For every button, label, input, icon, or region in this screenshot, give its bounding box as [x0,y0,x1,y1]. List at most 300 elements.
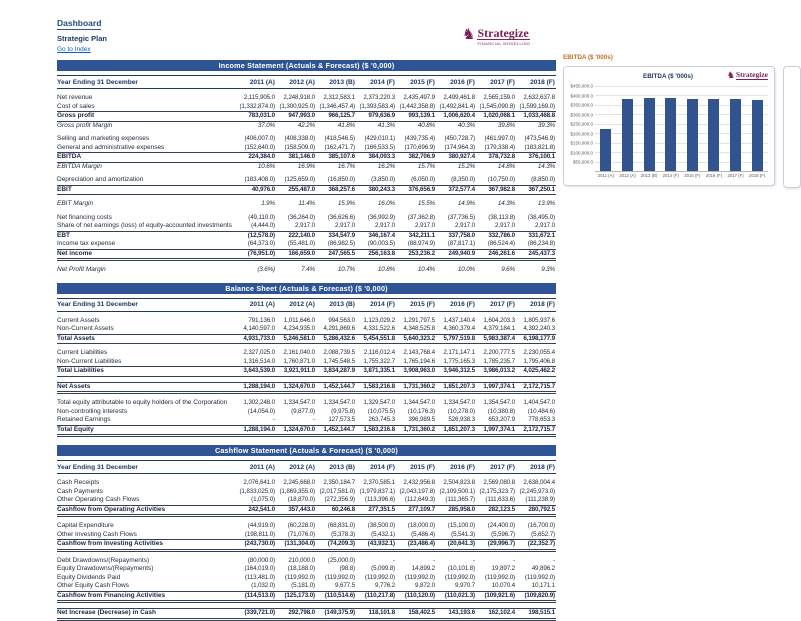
cell-value: (339,721.0) [236,609,276,620]
table-row [57,112,556,122]
cell-value: 1,329,547.0 [363,399,395,407]
cell-value: 2,565,159.0 [483,94,515,102]
y-tick-label: $50,000.0 [572,159,593,165]
year-column-header: 2012 (A) [276,76,316,89]
cell-value: 993,139.1 [396,112,436,122]
x-tick-label: 2014 (F) [662,173,679,178]
cell-value: 2,327,025.0 [243,349,275,357]
y-tick-label: $450,000.0 [570,83,593,89]
year-column-header: 2012 (A) [276,298,316,311]
table-row [57,557,556,566]
cell-value: 1,354,547.0 [483,399,515,407]
table-row [57,266,556,275]
cell-value: (4,444.0) [251,222,275,230]
table-row [57,582,556,591]
cell-value: 2,230,055.4 [523,349,555,357]
cell-value: 15.9% [337,200,355,208]
chart-title: EBITDA ($ '000s) [643,73,693,80]
cell-value: 5,246,581.0 [276,334,316,344]
cell-value: 2,917.0 [535,222,555,230]
cell-value: 10,171.1 [531,582,555,590]
cell-value: 285,958.0 [436,505,476,516]
row-label: EBIT Margin [57,200,94,208]
cell-value: 42.2% [297,121,315,129]
table-row [57,496,556,505]
table-row [57,144,556,153]
cell-value: 1,775,165.3 [443,357,475,365]
cell-value: (119,992.0) [484,573,515,581]
cell-value: (2,109,500.1) [439,487,475,495]
cell-value: 331,672.1 [516,231,556,240]
table-row [57,531,556,540]
cell-value: (1,346,457.4) [319,102,355,110]
cell-value: 1,324,670.0 [276,382,316,393]
cell-value: 292,798.0 [276,609,316,620]
cell-value: 2,172,715.7 [516,425,556,436]
cell-value: 40.8% [417,121,435,129]
cell-value: 41.3% [377,121,395,129]
cell-value: 9.3% [541,266,555,274]
cell-value: (1,869,355.0) [279,487,315,495]
cell-value: (473,546.9) [524,135,555,143]
cell-value: - [273,416,275,424]
cell-value: 118,101.8 [356,609,396,620]
cell-value: 166,659.0 [276,249,316,260]
cell-value: 253,236.2 [396,249,436,260]
year-column-header: 2014 (F) [356,461,396,474]
cell-value: 4,348,525.8 [403,325,435,333]
x-tick-label: 2016 (F) [705,173,723,178]
cell-value: 783,031.0 [236,112,276,122]
cell-value: 1,765,194.6 [403,357,435,365]
strategic-plan-link[interactable]: Strategic Plan [57,34,108,43]
cell-value: 40,976.0 [236,185,276,195]
cell-value: (38,495.0) [527,213,555,221]
cell-value: 1,404,547.0 [523,399,555,407]
balance-sheet-section [57,283,556,438]
cell-value: 9,872.0 [415,582,435,590]
cell-value: 39.8% [497,121,515,129]
cell-value: (1,075.0) [251,496,275,504]
year-column-header: 2013 (B) [316,76,356,89]
cell-value: 198,515.1 [516,609,556,620]
cell-value: 222,140.0 [276,231,316,240]
cell-value: 5,797,519.8 [436,334,476,344]
cell-value: (10,380.8) [487,407,515,415]
cell-value: (450,728.7) [444,135,475,143]
cell-value: 14.8% [497,162,515,170]
cell-value: 334,547.9 [316,231,356,240]
cell-value: (60,228.0) [287,522,315,530]
cell-value: 653,207.9 [488,416,515,424]
logo-name: Strategize [477,26,529,40]
row-label: Income tax expense [57,240,116,248]
table-row [57,94,556,103]
cell-value: 16.0% [377,200,395,208]
knight-chess-icon: ♞ [462,26,476,43]
cell-value: (149,375.9) [316,609,356,620]
ebitda-bar [665,98,676,171]
cell-value: (90,003.5) [367,240,395,248]
chart-x-axis-labels [595,173,768,178]
year-column-header: 2018 (F) [516,298,556,311]
cell-value: 4,379,184.1 [483,325,515,333]
cell-value: (1,833,025.0) [239,487,275,495]
y-tick-label: $100,000.0 [570,150,593,156]
row-label: Total Assets [57,334,236,344]
cell-value: 357,443.0 [276,505,316,516]
cell-value: 14.3% [497,200,515,208]
row-label: Net Increase (Decrease) in Cash [57,609,236,620]
income-statement-section [57,60,556,275]
table-row [57,121,556,130]
ebitda-chart-card[interactable] [563,66,775,186]
cell-value: 342,211.1 [396,231,436,240]
row-header-label: Year Ending 31 December [57,298,236,311]
cell-value: (5,541.3) [451,530,475,538]
year-column-header: 2017 (F) [476,298,516,311]
cell-value: 1,302,248.0 [243,399,275,407]
cell-value: (418,546.5) [324,135,355,143]
cell-value: (86,524.4) [487,240,515,248]
cell-value: (109,921.6) [476,591,516,602]
cell-value: (8,350.0) [451,176,475,184]
row-label: Debt Drawdowns/(Repayments) [57,556,150,564]
year-column-header: 2011 (A) [236,461,276,474]
cell-value: 224,384.0 [236,153,276,163]
cell-value: (5,596.7) [491,530,515,538]
cell-value: 1,583,216.8 [356,382,396,393]
cell-value: (5,378.3) [331,530,355,538]
cell-value: 1,785,235.7 [483,357,515,365]
cell-value: 2,917.0 [375,222,395,230]
logo-subtitle: FINANCIAL MODELLING [477,41,531,46]
cell-value: 2,143,768.4 [403,349,435,357]
cell-value: 1,288,194.0 [236,425,276,436]
cell-value: (170,696.9) [404,143,435,151]
cell-value: (272,356.9) [324,496,355,504]
cell-value: (5,099.8) [371,565,395,573]
row-label: Cash Payments [57,487,103,495]
ebitda-bar [708,99,719,171]
cell-value: 4,234,935.0 [283,325,315,333]
cell-value: 158,402.5 [396,609,436,620]
cell-value: 3,871,335.1 [356,367,396,377]
cell-value: - [433,556,435,564]
cell-value: 367,982.8 [476,185,516,195]
cell-value: (25,000.0) [327,556,355,564]
cell-value: (5,432.1) [371,530,395,538]
cell-value: (38,113.8) [488,213,515,221]
cell-value: (12,578.0) [236,231,276,240]
cell-value: (10,750.0) [487,176,515,184]
cell-value: (119,992.0) [404,573,435,581]
cell-value: (1,599,169.0) [519,102,555,110]
cell-value: (112,649.3) [404,496,435,504]
cell-value: (1,332,874.0) [239,102,275,110]
dashboard-link[interactable]: Dashboard [57,18,102,28]
year-column-header: 2017 (F) [476,76,516,89]
cell-value: (109,820.9) [516,591,556,602]
year-column-header: 2016 (F) [436,461,476,474]
cell-value: 6,198,177.9 [516,334,556,344]
ebitda-bar [730,99,741,171]
cell-value: 162,102.4 [476,609,516,620]
year-column-header: 2014 (F) [356,76,396,89]
row-label: Net financing costs [57,213,112,221]
cell-value: 13.9% [537,200,555,208]
ebitda-bar [622,99,633,171]
cell-value: 4,331,522.6 [363,325,395,333]
year-column-header: 2014 (F) [356,298,396,311]
cell-value: (37,736.5) [447,213,475,221]
cell-value: (14,054.0) [247,407,275,415]
cell-value: (174,964.3) [444,143,475,151]
cell-value: 10.4% [417,266,435,274]
cell-value: 143,193.6 [436,609,476,620]
cell-value: (1,545,090.8) [479,102,515,110]
row-label: Total equity attributable to equity holders of the Corporation [57,399,228,407]
cell-value: 1,851,207.3 [436,425,476,436]
cell-value: 2,432,956.8 [403,479,435,487]
row-label: Total Equity [57,425,236,436]
cell-value: 1,334,547.0 [443,399,475,407]
cell-value: 380,243.3 [356,185,396,195]
spacer-cell [57,602,556,609]
cell-value: (36,992.9) [367,213,395,221]
row-label: EBT [57,231,236,240]
cell-value: 245,437.3 [516,249,556,260]
cell-value: 1,805,937.6 [523,316,555,324]
row-label: EBITDA Margin [57,162,102,170]
row-label: Non-Current Assets [57,325,114,333]
cell-value: 2,370,585.1 [363,479,395,487]
year-column-header: 2013 (B) [316,298,356,311]
cell-value: 9,776.2 [375,582,395,590]
table-row [57,317,556,326]
cell-value: (2,043,197.8) [399,487,435,495]
cell-value: 14.9% [457,200,475,208]
cell-value: 1,452,144.7 [316,425,356,436]
cell-value: (9,877.0) [291,407,315,415]
cell-value: (6,050.0) [411,176,435,184]
cell-value: (111,365.7) [445,496,475,504]
cell-value: 5,286,432.6 [316,334,356,344]
table-row [57,565,556,574]
cell-value: (38,500.0) [367,522,395,530]
row-header-label: Year Ending 31 December [57,461,236,474]
cell-value: (2,017,581.0) [319,487,355,495]
cell-value: (36,626.6) [327,213,355,221]
cell-value: 9,677.5 [335,582,355,590]
go-to-index-link[interactable]: Go to Index [57,46,91,53]
cell-value: (74,209.3) [316,540,356,551]
x-tick-label: 2018 (F) [749,173,766,178]
next-chart-card-partial[interactable] [783,66,801,188]
cell-value: 1,020,068.1 [476,112,516,122]
row-label: Other Investing Cash Flows [57,530,137,538]
y-tick-label: $200,000.0 [570,131,593,137]
row-label: Cashflow from Operating Activities [57,505,236,516]
cell-value: (111,633.6) [485,496,515,504]
column-header-row [57,76,556,89]
row-label: Selling and marketing expenses [57,135,150,143]
cell-value: (71,076.0) [287,530,315,538]
year-column-header: 2011 (A) [236,76,276,89]
cell-value: 15.2% [457,162,475,170]
cell-value: (131,304.0) [276,540,316,551]
cell-value: (8,850.0) [531,176,555,184]
cell-value: 368,257.6 [316,185,356,195]
cell-value: (1,442,358.8) [399,102,435,110]
cell-value: (125,173.0) [276,591,316,602]
cell-value: 1,291,797.5 [403,316,435,324]
cell-value: 9.6% [501,266,515,274]
table-row [57,349,556,358]
cell-value: 2,373,220.3 [363,94,395,102]
row-label: Net income [57,249,236,260]
table-row [57,540,556,551]
table-row [57,416,556,425]
cell-value: (43,932.1) [356,540,396,551]
chart-plot [595,86,768,172]
ebitda-bar [600,129,611,171]
cell-value: 5,454,551.8 [356,334,396,344]
year-column-header: 2018 (F) [516,461,556,474]
cell-value: 778,653.3 [528,416,555,424]
cell-value: - [513,556,515,564]
table-row [57,249,556,260]
cell-value: 2,076,641.0 [243,479,275,487]
row-label: EBITDA [57,153,236,163]
cell-value: (5,486.4) [411,530,435,538]
cell-value: 384,093.3 [356,153,396,163]
cell-value: 979,636.9 [356,112,396,122]
cell-value: (44,919.0) [247,522,275,530]
cell-value: 4,931,733.0 [236,334,276,344]
row-label: Other Operating Cash Flows [57,496,140,504]
cell-value: (119,992.0) [284,573,315,581]
row-label: EBIT [57,185,236,195]
cell-value: 3,834,287.9 [316,367,356,377]
x-tick-label: 2011 (A) [597,173,614,178]
cell-value: 5,983,387.4 [476,334,516,344]
x-tick-label: 2017 (F) [727,173,744,178]
y-tick-label: $400,000.0 [570,93,593,99]
cell-value: 249,940.9 [436,249,476,260]
table-row [57,135,556,144]
cell-value: (183,408.0) [244,176,275,184]
cell-value: 4,392,240.3 [523,325,555,333]
income-statement-table [57,75,556,275]
cell-value: (80,000.0) [247,556,275,564]
year-column-header: 2015 (F) [396,298,436,311]
table-row [57,408,556,417]
cell-value: 3,986,013.2 [476,367,516,377]
cell-value: 1,604,203.3 [483,316,515,324]
cell-value: (88,974.9) [407,240,435,248]
cell-value: 4,140,597.0 [243,325,275,333]
table-row [57,358,556,367]
x-tick-label: 2015 (F) [684,173,701,178]
row-label: Cash Receipts [57,479,100,487]
cell-value: (5,181.0) [291,582,315,590]
cell-value: 15.7% [417,162,435,170]
cell-value: 2,504,823.8 [443,479,475,487]
cell-value: 7.4% [301,266,315,274]
table-row [57,325,556,334]
cell-value: 337,758.0 [436,231,476,240]
cashflow-statement-section [57,445,556,621]
cell-value: (22,352.7) [516,540,556,551]
chart-cell-label: EBITDA ($ '000s) [563,54,613,61]
chart-bars [595,86,768,171]
cell-value: 346,167.4 [356,231,396,240]
cell-value: 41.8% [337,121,355,129]
cell-value: (110,514.6) [316,591,356,602]
cell-value: (439,735.4) [404,135,435,143]
cell-value: 2,088,739.5 [323,349,355,357]
table-row [57,382,556,393]
cell-value: (36,264.0) [287,213,315,221]
row-label: Current Liabilities [57,349,108,357]
cell-value: 382,706.9 [396,153,436,163]
strategize-logo [462,27,530,46]
cell-value: 1.9% [261,200,275,208]
cell-value: (18,870.0) [287,496,315,504]
cell-value: 10.6% [257,162,275,170]
year-column-header: 2017 (F) [476,461,516,474]
cell-value: (1,300,925.0) [279,102,315,110]
table-row [57,176,556,185]
cell-value: 60,246.8 [316,505,356,516]
cell-value: 14,899.2 [411,565,435,573]
cell-value: (119,992.0) [524,573,555,581]
year-column-header: 2016 (F) [436,298,476,311]
table-row [57,367,556,377]
row-label: Total Liabilities [57,367,236,377]
cell-value: 966,125.7 [316,112,356,122]
table-row [57,479,556,488]
cell-value: (76,951.0) [236,249,276,260]
cell-value: 2,917.0 [495,222,515,230]
cell-value: 49,896.2 [531,565,555,573]
cell-value: (86,234.8) [527,240,555,248]
cell-value: 1,324,670.0 [276,425,316,436]
cell-value: 947,993.0 [276,112,316,122]
row-label: Non-controlling interests [57,407,128,415]
spacer-row [57,602,556,609]
cell-value: 396,989.5 [408,416,435,424]
cell-value: 1,033,468.8 [516,112,556,122]
cell-value: 1,997,374.1 [476,382,516,393]
chart-y-axis-labels [568,83,595,172]
y-tick-label: $350,000.0 [570,102,593,108]
cell-value: (68,831.0) [327,522,355,530]
cell-value: (125,659.0) [284,176,315,184]
row-label: Share of net earnings (loss) of equity-accounted investments [57,222,232,230]
cell-value: 1,745,548.5 [323,357,355,365]
table-row [57,214,556,223]
cell-value: 16.2% [377,162,395,170]
cell-value: 376,100.1 [516,153,556,163]
section-title-bar: Cashflow Statement (Actuals & Forecast) ($ '0,000) [57,445,556,456]
cell-value: 2,917.0 [415,222,435,230]
chart-logo [724,71,768,80]
ebitda-bar [687,99,698,171]
column-header-row [57,298,556,311]
cell-value: (23,486.4) [396,540,436,551]
